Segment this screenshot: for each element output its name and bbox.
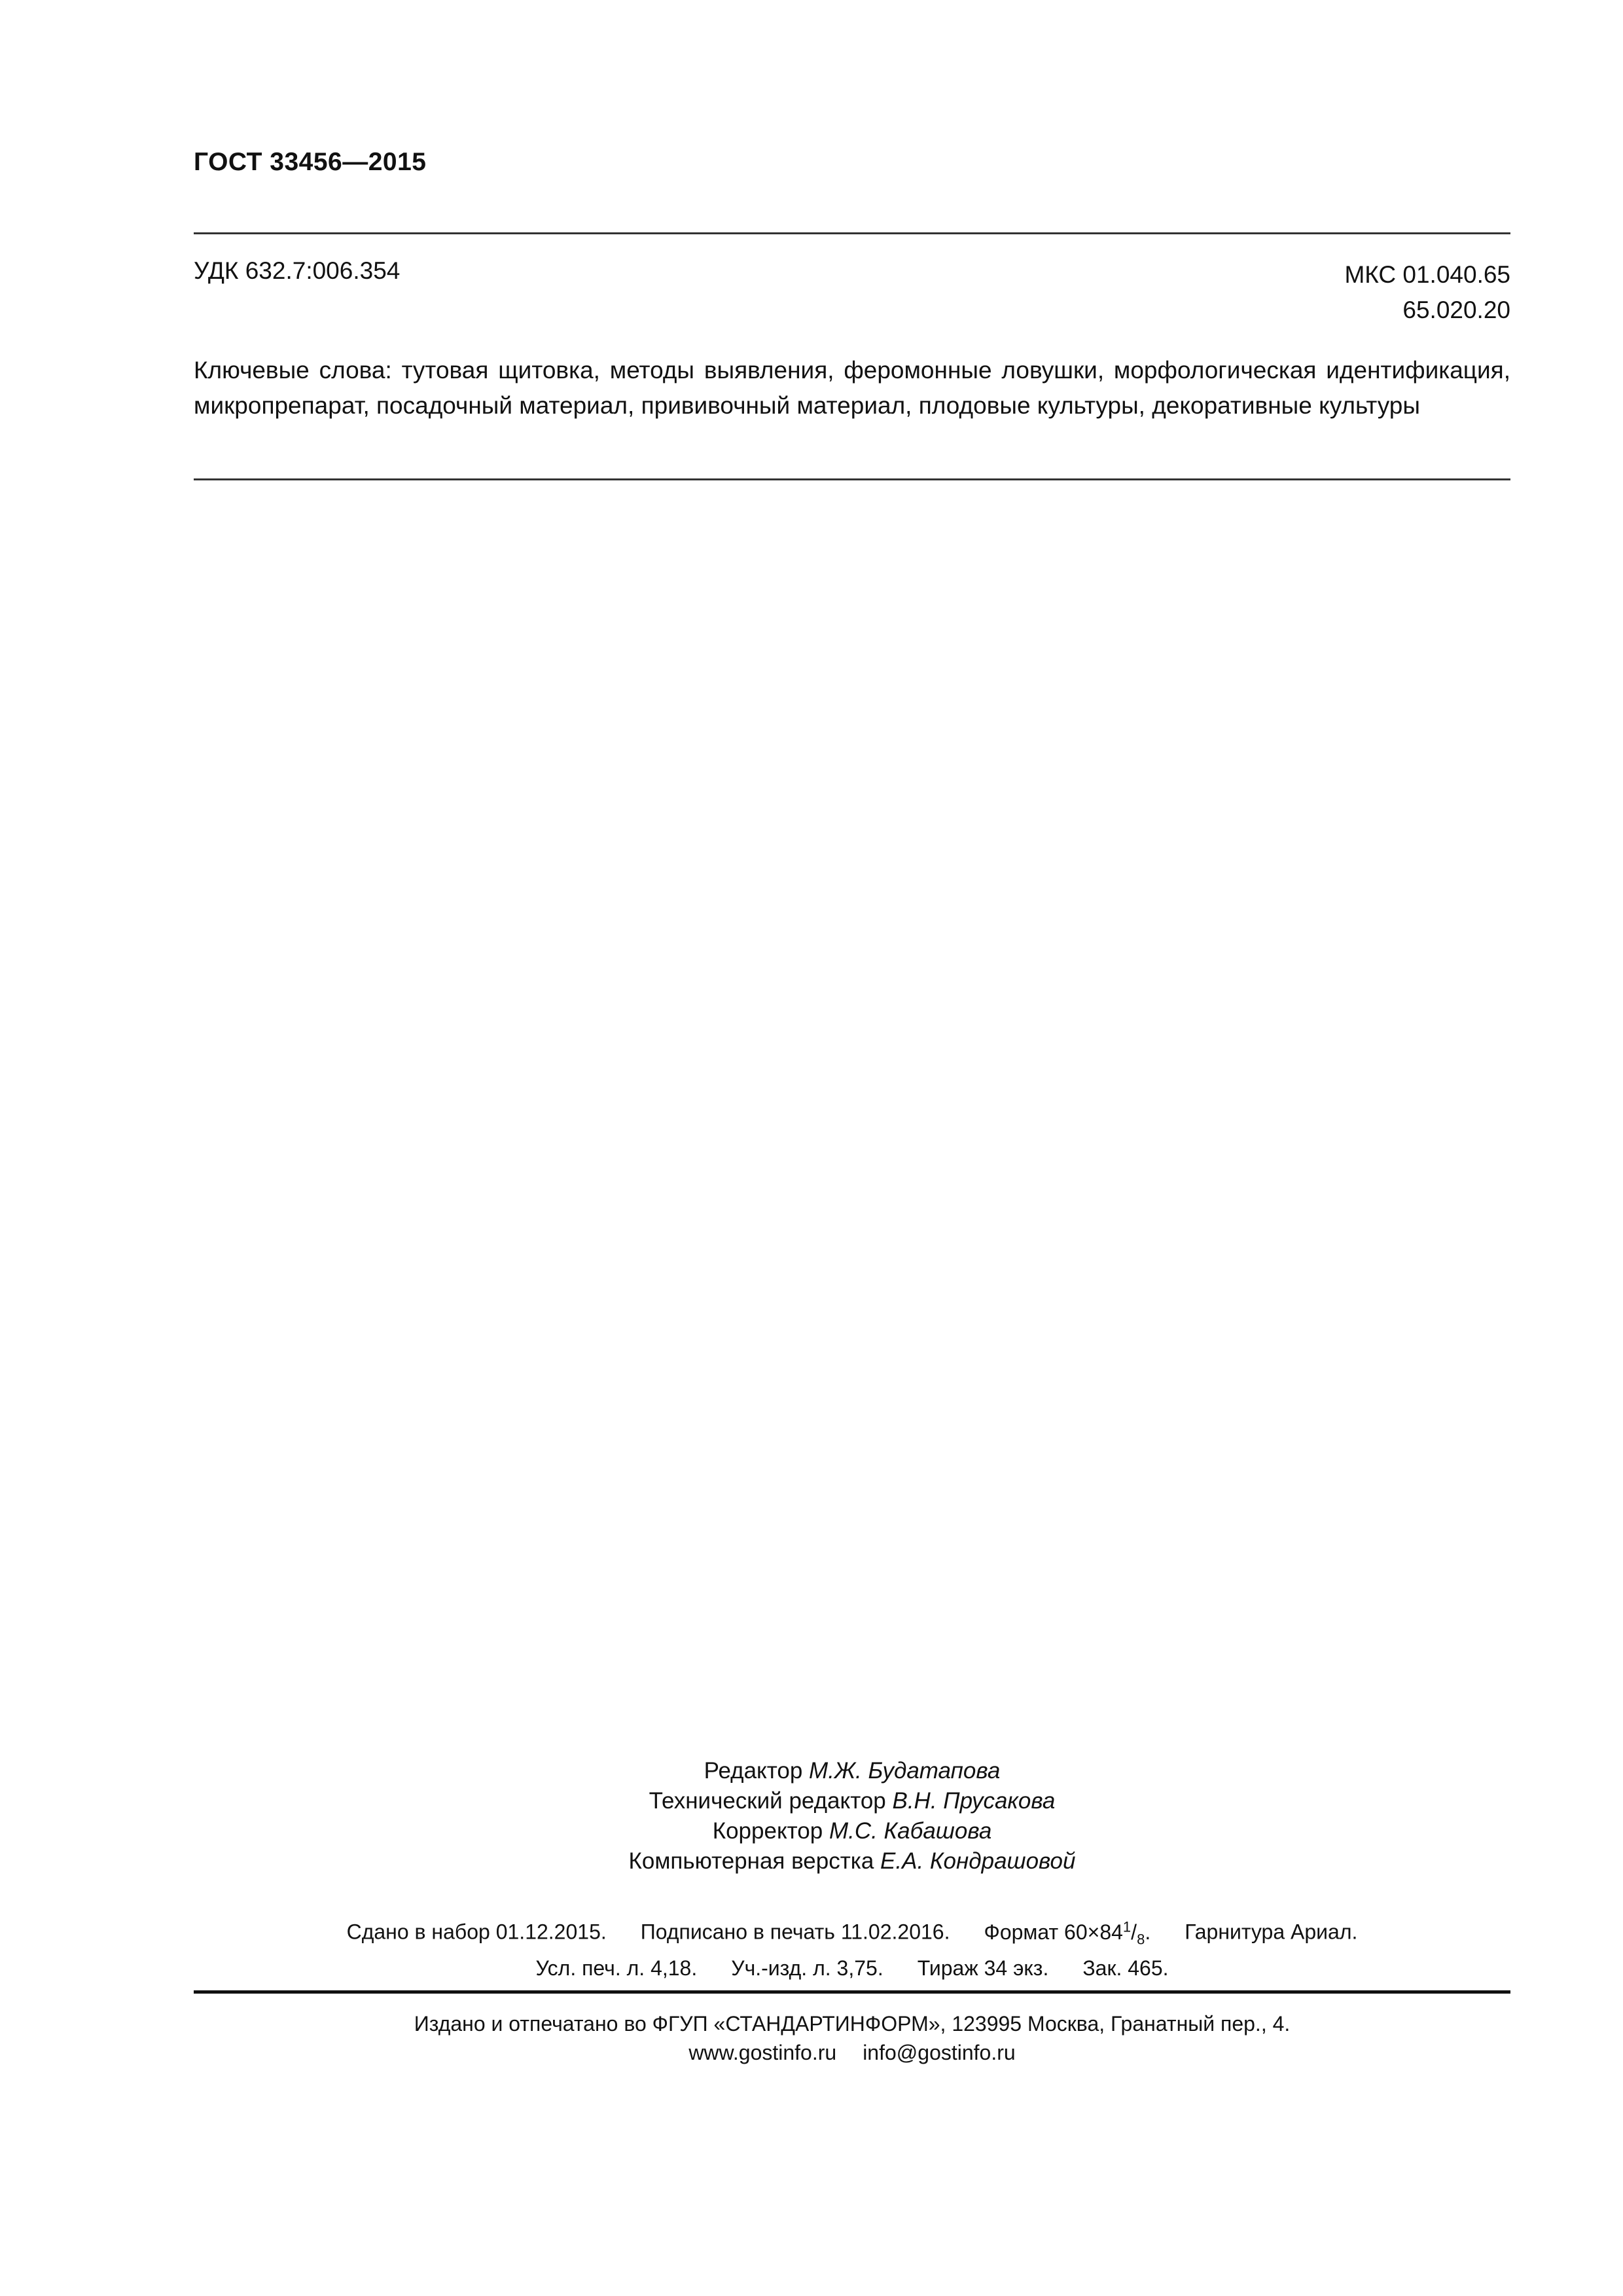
format-prefix: Формат 60×84	[984, 1920, 1123, 1944]
circulation: Тираж 34 экз.	[917, 1956, 1049, 1981]
publisher-website-link[interactable]: www.gostinfo.ru	[688, 2041, 837, 2064]
paper-format	[984, 1918, 1151, 1948]
credit-tech-editor	[194, 1786, 1510, 1816]
credit-role: Компьютерная верстка	[628, 1848, 881, 1874]
credit-role: Корректор	[712, 1818, 829, 1844]
pub-sheets: Уч.-изд. л. 3,75.	[731, 1956, 883, 1981]
publisher-contacts	[194, 2038, 1510, 2067]
credit-role: Редактор	[704, 1758, 810, 1784]
mks-code-primary: МКС 01.040.65	[1344, 261, 1510, 288]
credit-role: Технический редактор	[649, 1788, 893, 1814]
typeface: Гарнитура Ариал.	[1185, 1920, 1358, 1944]
credits-block	[194, 1756, 1510, 1876]
signed-date: Подписано в печать 11.02.2016.	[640, 1920, 950, 1944]
mks-code-secondary: 65.020.20	[1402, 296, 1510, 323]
credit-layout	[194, 1846, 1510, 1876]
format-sup: 1	[1122, 1918, 1132, 1935]
keywords-paragraph: Ключевые слова: тутовая щитовка, методы выявления, феромонные ловушки, морфологическая идентификация, микропрепарат, посадочный материал, прививочный материал, плодовые культуры, декоративные культуры	[194, 357, 1510, 419]
print-info-line-1	[194, 1912, 1510, 1954]
publisher-line: Издано и отпечатано во ФГУП «СТАНДАРТИНФОРМ», 123995 Москва, Гранатный пер., 4.	[414, 2012, 1291, 2036]
credit-name: М.Ж. Будатапова	[809, 1758, 1001, 1784]
keywords-divider	[194, 478, 1510, 480]
print-sheets: Усл. печ. л. 4,18.	[535, 1956, 698, 1981]
submitted-date: Сдано в набор 01.12.2015.	[346, 1920, 607, 1944]
bottom-divider	[194, 1990, 1510, 1994]
document-code: ГОСТ 33456—2015	[194, 148, 427, 176]
format-end: .	[1145, 1920, 1151, 1944]
credit-editor	[194, 1756, 1510, 1786]
mks-codes	[1344, 257, 1510, 328]
print-info-line-2	[194, 1954, 1510, 1982]
format-sub: 8	[1137, 1931, 1145, 1948]
format-slash: /	[1131, 1920, 1137, 1944]
credit-name: Е.А. Кондрашовой	[880, 1848, 1076, 1874]
credit-name: В.Н. Прусакова	[892, 1788, 1056, 1814]
udk-code: УДК 632.7:006.354	[194, 257, 401, 284]
print-info-block	[194, 1912, 1510, 1982]
order-number: Зак. 465.	[1082, 1956, 1169, 1981]
credit-proofreader	[194, 1816, 1510, 1846]
publisher-block	[194, 2009, 1510, 2067]
publisher-email-link[interactable]: info@gostinfo.ru	[863, 2041, 1016, 2064]
credit-name: М.С. Кабашова	[829, 1818, 992, 1844]
top-divider	[194, 232, 1510, 234]
